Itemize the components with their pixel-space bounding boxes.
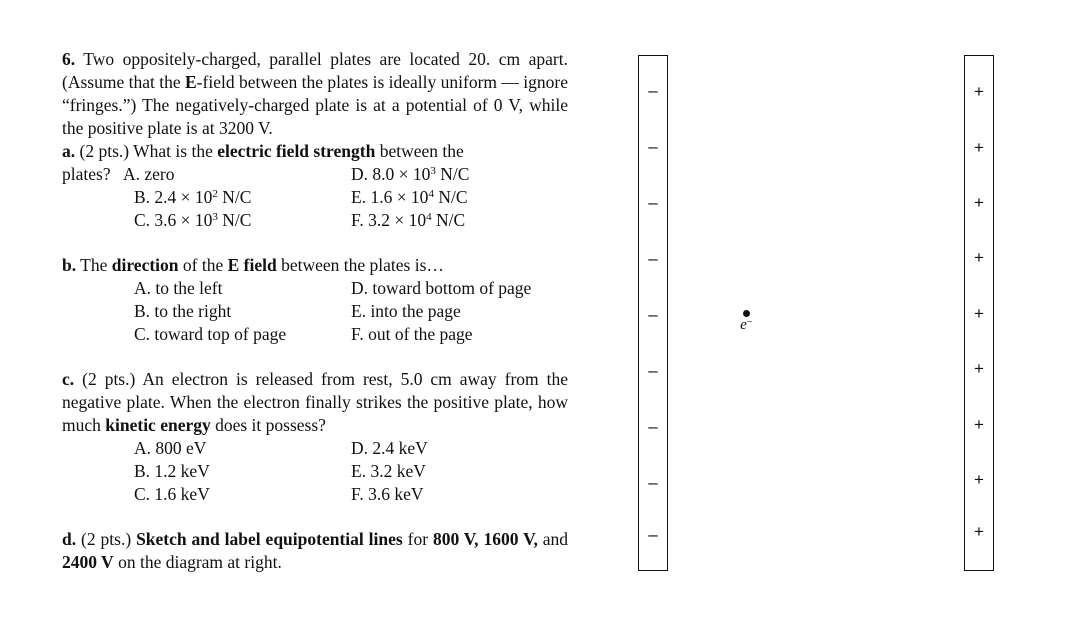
plus-sign: +: [974, 359, 984, 378]
part-b-label: b.: [62, 255, 77, 275]
question-stem: [62, 48, 568, 140]
electron: [736, 310, 756, 332]
minus-sign: –: [648, 193, 658, 212]
minus-sign: –: [648, 137, 658, 156]
plus-sign: +: [974, 193, 984, 212]
minus-sign: –: [648, 417, 658, 436]
part-c-choice-a: A. 800 eV: [134, 438, 207, 458]
part-b-choice-b: B. to the right: [134, 301, 232, 321]
part-b-choice-d: D. toward bottom of page: [351, 278, 532, 298]
electron-label: e–: [740, 316, 752, 333]
minus-sign: –: [648, 81, 658, 100]
minus-sign: –: [648, 361, 658, 380]
part-d-label: d.: [62, 529, 77, 549]
part-a-lead: plates?: [62, 164, 111, 184]
part-a-points: (2 pts.): [79, 141, 130, 161]
question-6: [62, 48, 568, 574]
part-b-choice-e: E. into the page: [351, 301, 461, 321]
part-b-bold-direction: direction: [111, 255, 179, 275]
plus-sign: +: [974, 304, 984, 323]
plus-sign: +: [974, 138, 984, 157]
part-c-label: c.: [62, 369, 75, 389]
part-a-label: a.: [62, 141, 76, 161]
part-d-prompt: d. (2 pts.) Sketch and label equipotential lines for 800 V, 1600 V, and 2400 V on the diagram at right.: [62, 529, 569, 572]
part-a-choices-row1: [62, 163, 568, 186]
minus-sign: –: [648, 473, 658, 492]
stem-bold-field: E: [184, 72, 197, 92]
part-a-choice-c: C. $3.6 \times 10^3$ N/C: [134, 210, 252, 230]
plus-sign: +: [974, 82, 984, 101]
part-c-prompt: c. (2 pts.) An electron is released from rest, 5.0 cm away from the negative plate. When the electron finally strikes the positive plate, how much kinetic energy does it possess?: [62, 369, 569, 435]
part-b-choice-c: C. toward top of page: [134, 324, 287, 344]
part-c-choice-e: E. 3.2 keV: [351, 461, 426, 481]
part-a-choice-d: D. $8.0 \times 10^3$ N/C: [351, 164, 470, 184]
plus-sign: +: [974, 248, 984, 267]
minus-sign: –: [648, 525, 658, 544]
part-a-choice-a: A. zero: [123, 164, 175, 184]
question-number: 6.: [62, 49, 76, 69]
part-a-choices: [134, 186, 568, 232]
part-b-choice-a: A. to the left: [134, 278, 223, 298]
part-a-bold: electric field strength: [217, 141, 376, 161]
plus-sign: +: [974, 470, 984, 489]
part-c-choice-d: D. 2.4 keV: [351, 438, 428, 458]
part-c-choice-c: C. 1.6 keV: [134, 484, 210, 504]
part-c-bold: kinetic energy: [105, 415, 211, 435]
stem-text-2: -field between the plates is ideally uniform — ignore “fringes.”) The negatively-charged plate is at a potential of 0 V, while the positive plate is at 3200 V.: [62, 72, 568, 138]
part-a-text-2: between the: [375, 141, 464, 161]
positive-plate: [964, 55, 994, 571]
part-a-choice-f: F. $3.2 \times 10^4$ N/C: [351, 210, 466, 230]
part-a-text-1: What is the: [133, 141, 218, 161]
part-a-choice-e: E. $1.6 \times 10^4$ N/C: [351, 187, 468, 207]
part-a-prompt: [62, 140, 568, 163]
part-b-choice-f: F. out of the page: [351, 324, 473, 344]
part-b-choices: [134, 277, 568, 346]
stem-text-1: Two oppositely-charged, parallel plates are located 20. cm apart. (Assume that the: [62, 49, 568, 92]
part-b-bold-efield: E field: [227, 255, 277, 275]
minus-sign: –: [648, 249, 658, 268]
part-c-choice-b: B. 1.2 keV: [134, 461, 210, 481]
part-b-prompt: b. The direction of the E field between the plates is…: [62, 255, 444, 275]
negative-plate: [638, 55, 668, 571]
minus-sign: –: [648, 305, 658, 324]
plus-sign: +: [974, 415, 984, 434]
plus-sign: +: [974, 522, 984, 541]
part-c-choices: [134, 437, 568, 506]
part-c-choice-f: F. 3.6 keV: [351, 484, 424, 504]
part-a-choice-b: B. $2.4 \times 10^2$ N/C: [134, 187, 252, 207]
